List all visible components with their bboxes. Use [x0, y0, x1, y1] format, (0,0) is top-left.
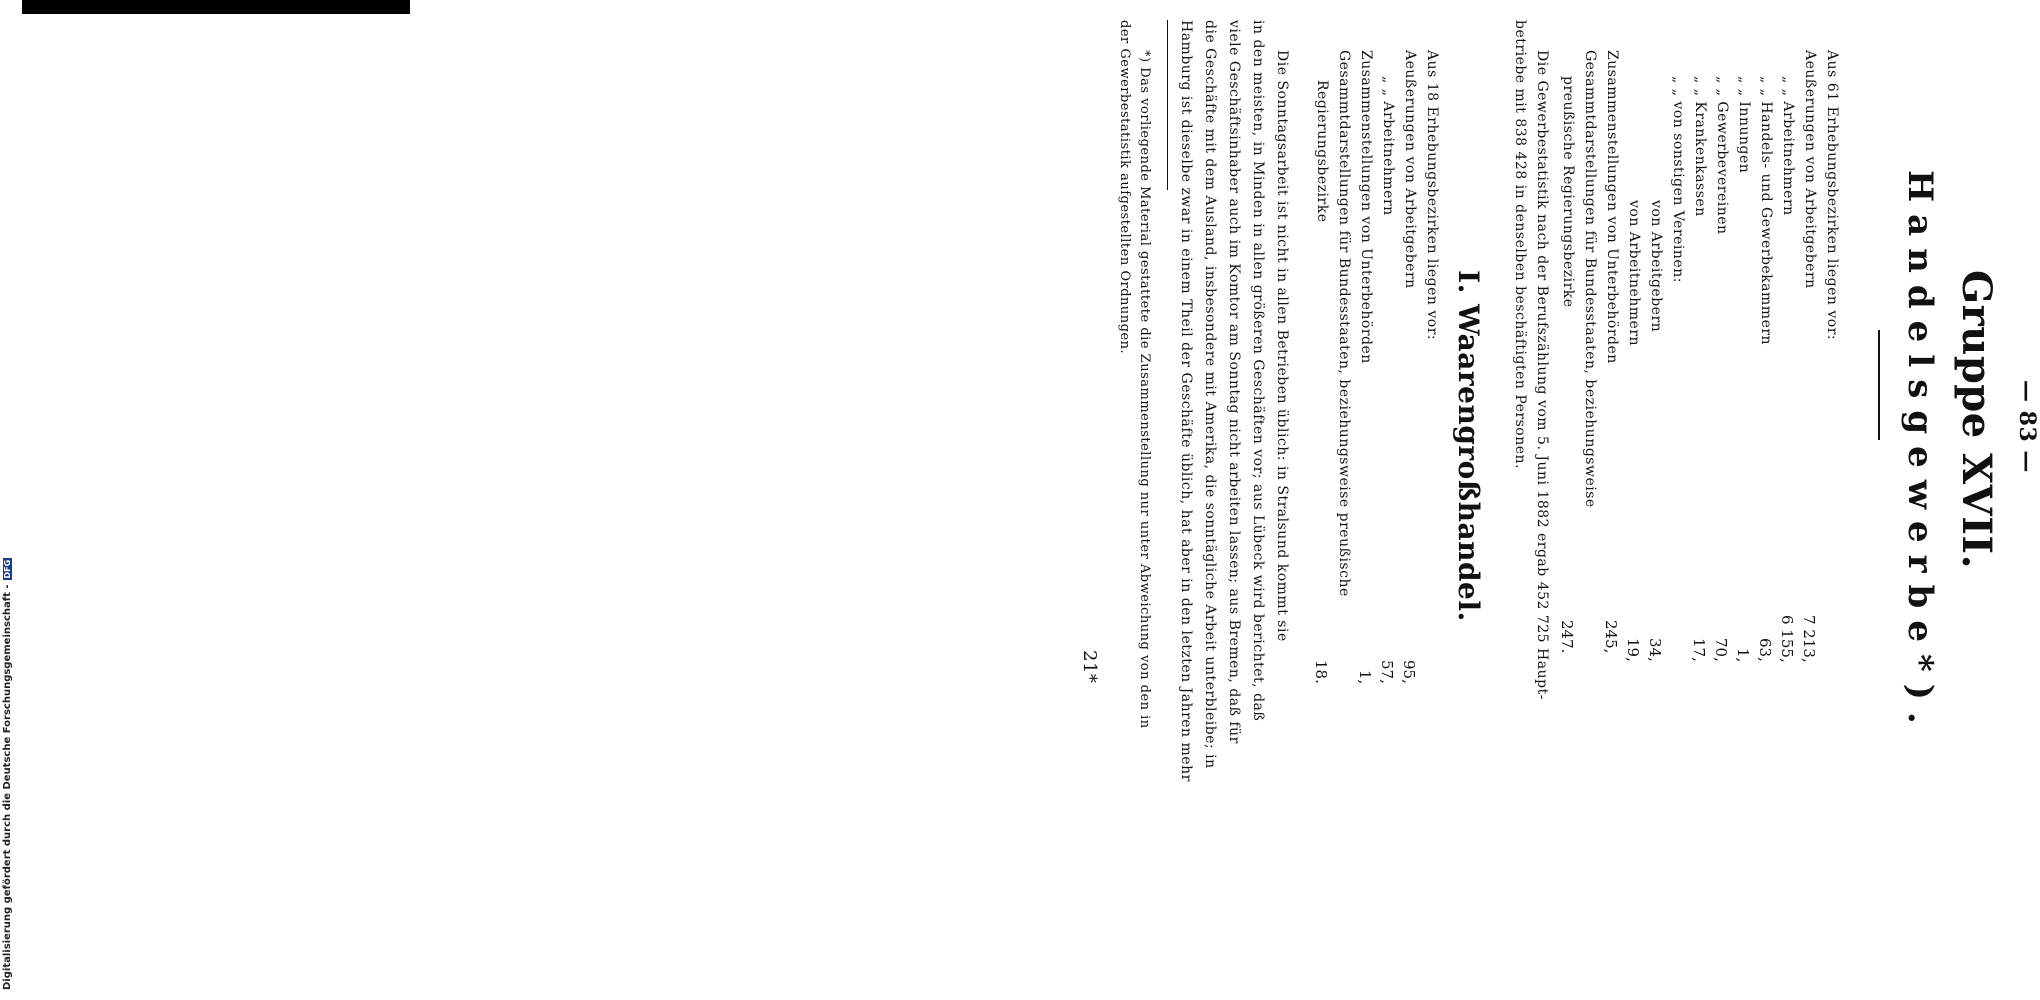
paragraph-line: Hamburg ist dieselbe zwar in einem Theil der Geschäfte üblich, hat aber in den letzten Jahren mehr	[1178, 20, 1194, 782]
list-item: Zusammenstellungen von Unterbehörden	[1604, 50, 1620, 364]
paragraph-line: Die Sonntagsarbeit ist nicht in allen Betrieben üblich: in Stralsund kommt sie	[1274, 50, 1290, 642]
document-page	[1010, 20, 2040, 980]
list-item: „ „ Arbeitnehmern	[1780, 76, 1796, 216]
list-value: 1,	[1734, 648, 1752, 663]
list-item: Gesammtdarstellungen für Bundesstaaten, beziehungsweise	[1582, 50, 1598, 508]
main-title: Handelsgewerbe*).	[1900, 170, 1940, 736]
list-value: 19,	[1624, 638, 1642, 662]
list-item: Aeußerungen von Arbeitgebern	[1402, 50, 1418, 289]
list-item: Regierungsbezirke	[1314, 80, 1330, 223]
list-item: Gesammtdarstellungen für Bundesstaaten, beziehungsweise preußische	[1336, 50, 1352, 597]
list-item: „ „ Gewerbevereinen	[1714, 76, 1730, 235]
intro-text: Aus 18 Erhebungsbezirken liegen vor:	[1424, 50, 1440, 341]
list-value: 18.	[1312, 660, 1330, 684]
list-item: „ „ Innungen	[1736, 76, 1752, 174]
list-value: 7 213,	[1800, 615, 1818, 663]
list-value: 1,	[1356, 670, 1374, 685]
list-value: 34,	[1646, 638, 1664, 662]
list-value: 245,	[1602, 620, 1620, 654]
scan-edge-bar	[22, 0, 410, 14]
digitization-caption	[2, 558, 13, 990]
list-item: „ „ Handels- und Gewerbekammern	[1758, 76, 1774, 346]
list-item: „ „ Arbeitnehmern	[1380, 76, 1396, 216]
list-value: 17,	[1690, 638, 1708, 662]
list-value: 70,	[1712, 638, 1730, 662]
intro-text: Aus 61 Erhebungsbezirken liegen vor:	[1824, 50, 1840, 341]
list-item: preußische Regierungsbezirke	[1560, 76, 1576, 308]
list-item: von Arbeitgebern	[1648, 200, 1664, 333]
stat-text: betriebe mit 838 428 in denselben beschäftigten Personen.	[1512, 20, 1528, 469]
list-value: 95,	[1400, 660, 1418, 684]
paragraph-line: die Geschäfte mit dem Ausland, insbesondere mit Amerika, die sonntägliche Arbeit unterbleibe; in	[1202, 20, 1218, 769]
paragraph-line: viele Geschäftsinhaber auch im Komtor am Sonntag nicht arbeiten lassen; aus Bremen, daß für	[1226, 20, 1242, 744]
footnote: der Gewerbestatistik aufgestellten Ordnungen.	[1117, 20, 1132, 355]
footnote: *) Das vorliegende Material gestattete die Zusammenstellung nur unter Abweichung von den in	[1137, 50, 1152, 729]
list-value: 247.	[1558, 620, 1576, 654]
paragraph-line: in den meisten, in Minden in allen größeren Geschäften vor; aus Lübeck wird berichtet, daß	[1250, 20, 1266, 722]
list-item: Zusammenstellungen von Unterbehörden	[1358, 50, 1374, 364]
caption-text: Digitalisierung gefördert durch die Deutsche Forschungsgemeinschaft -	[2, 584, 13, 990]
list-item: von Arbeitnehmern	[1626, 200, 1642, 347]
list-value: 57,	[1378, 660, 1396, 684]
list-item: Aeußerungen von Arbeitgebern	[1802, 50, 1818, 289]
footnote-rule	[1167, 20, 1168, 190]
signature-mark: 21*	[1079, 650, 1100, 684]
group-title: Gruppe XVII.	[1953, 270, 2000, 570]
list-value: 6 155,	[1778, 615, 1796, 663]
section-title: I. Waarengroßhandel.	[1452, 270, 1485, 622]
list-item: „ „ Krankenkassen	[1692, 76, 1708, 217]
list-item: „ „ von sonstigen Vereinen:	[1670, 76, 1686, 283]
dfg-logo: DFG	[3, 559, 12, 579]
title-rule	[1878, 330, 1880, 440]
page-number: — 83 —	[2014, 380, 2040, 473]
stat-text: Die Gewerbestatistik nach der Berufszählung vom 5. Juni 1882 ergab 452 725 Haupt-	[1534, 50, 1550, 700]
list-value: 63,	[1756, 638, 1774, 662]
